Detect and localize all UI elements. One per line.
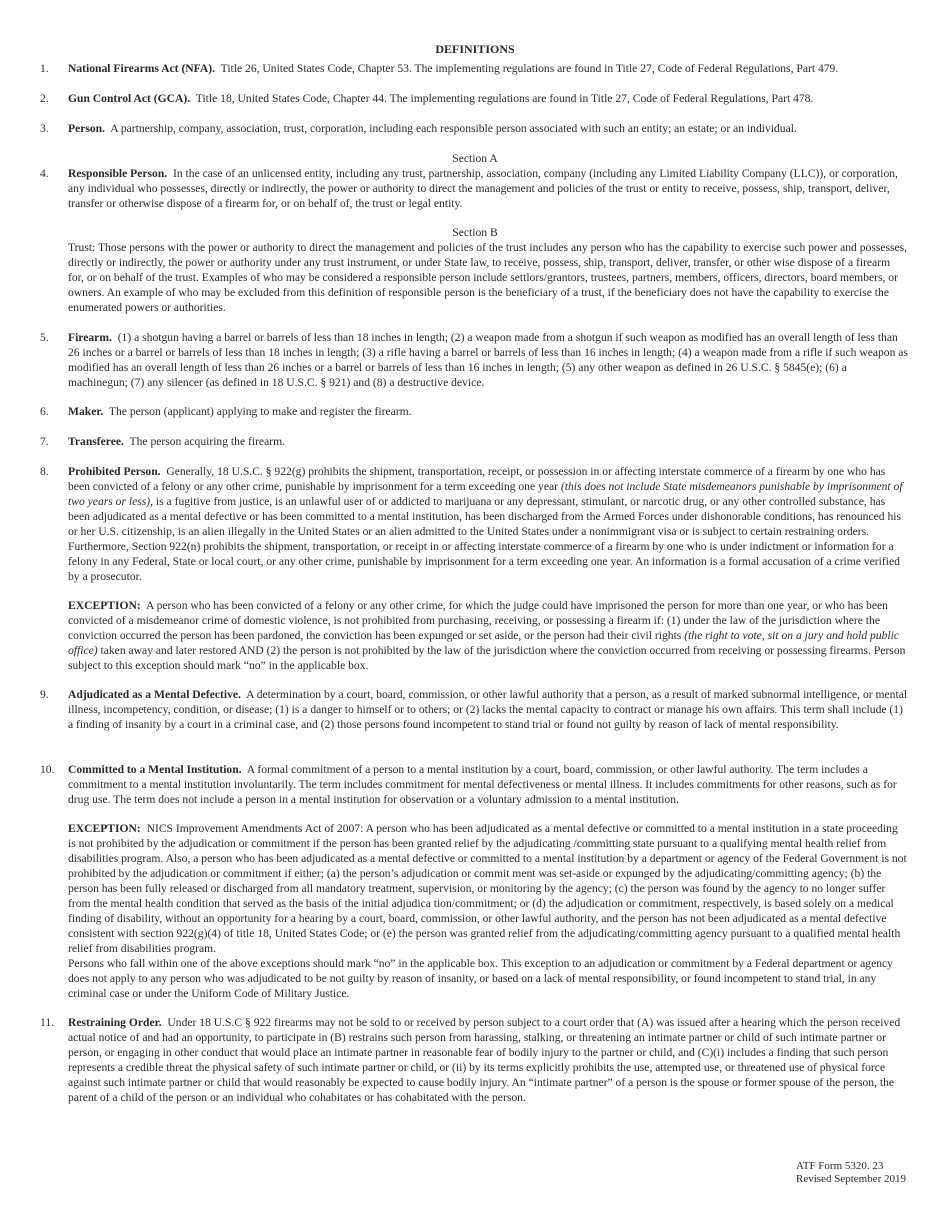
- term: Prohibited Person.: [68, 465, 161, 478]
- term: Adjudicated as a Mental Defective.: [68, 688, 241, 701]
- item-number: 3.: [40, 122, 49, 135]
- form-number: ATF Form 5320. 23: [796, 1160, 884, 1172]
- definition-text: Under 18 U.S.C § 922 firearms may not be sold to or received by person subject to a court order that (A) was issued after a hearing which the person received actual notice of and had an opportunity, to participate in (B) restrains such person from harassing, stalking, or threatening an intimate partner or child of such intimate partner or person, or engaging in other conduct that would place an intimate partner in reasonable fear of bodily injury to the partner or child, and (C)(i) includes a finding that such person represents a credible threat the physical safety of such intimate partner or child, or (ii) by its terms explicitly prohibits the use, attempted use, or threatened use of physical force against such intimate partner or child that would reasonably be expected to cause bodily injury. An “intimate partner” of a person is the spouse or former spouse of the person, the parent of a child of the person or an individual who cohabitates or has cohabitated with the person.: [68, 1016, 901, 1104]
- term: Transferee.: [68, 435, 124, 448]
- definition-firearm: [40, 330, 908, 390]
- item-number: 10.: [40, 763, 55, 776]
- item-number: 7.: [40, 435, 49, 448]
- definition-text: Generally, 18 U.S.C. § 922(g) prohibits the shipment, transportation, receipt, or possession in or affecting interstate commerce of a firearm by one who has been convicted of a felony or any other crime, punishable by imprisonment for a term exceeding one year: [68, 465, 886, 493]
- term: Person.: [68, 122, 106, 135]
- form-footer: [796, 1160, 936, 1186]
- item-number: 4.: [40, 167, 49, 180]
- definition-text-continued: , is a fugitive from justice, is an unlawful user of or addicted to marijuana or any depressant, stimulant, or narcotic drug, or any other controlled substance, has been adjudicated as a mental defective or has been committed to a mental institution, has been discharged from the Armed Forces under dishonorable conditions, has renounced his or her U.S. citizenship, is an alien illegally in the United States or an alien admitted to the United States under a nonimmigrant visa or is subject to certain restraining orders. Furthermore, Section 922(n) prohibits the shipment, transportation, or receipt in or affecting interstate commerce of a firearm by one who is under indictment or information for a felony in any Federal, State or local court, or any other crime, punishable by imprisonment for a term exceeding one year. An information is a formal accusation of a crime verified by a prosecutor.: [68, 495, 902, 583]
- term: Maker.: [68, 405, 104, 418]
- exception-nics: [68, 821, 908, 1001]
- definition-gca: [40, 91, 908, 106]
- definition-text: Title 18, United States Code, Chapter 44. The implementing regulations are found in Title 27, Code of Federal Regulations, Part 478.: [195, 92, 814, 105]
- revision-date: Revised September 2019: [796, 1173, 906, 1185]
- term: Firearm.: [68, 331, 112, 344]
- definition-person: [40, 121, 908, 136]
- definition-text: A determination by a court, board, commission, or other lawful authority that a person, as a result of marked subnormal intelligence, or mental illness, incompetency, condition, or disease; (1) is a danger to himself or to others; or (2) lacks the mental capacity to contract or manage his own affairs. This term shall include (1) a finding of insanity by a court in a criminal case, and (2) those persons found incompetent to stand trial or found not guilty by reason of lack of mental responsibility.: [68, 688, 908, 731]
- section-b-heading: Section B: [452, 226, 498, 239]
- section-b-text: Trust: Those persons with the power or authority to direct the management and policies of the trust includes any person who has the capability to exercise such power and possesses, directly or indirectly, the power or authority under any trust instrument, or under State law, to receive, possess, ship, transport, deliver, transfer, or other wise dispose of a firearm for, or on behalf of the trust. Examples of who may be considered a responsible person include settlors/grantors, trustees, partners, members, officers, directors, board members, or owners. An example of who may be excluded from this definition of responsible person is the beneficiary of a trust, if the beneficiary does not have the capability to exercise the enumerated powers or authorities.: [68, 241, 908, 314]
- term: National Firearms Act (NFA).: [68, 62, 216, 75]
- section-a-heading: Section A: [452, 152, 498, 165]
- term: Committed to a Mental Institution.: [68, 763, 242, 776]
- definition-text-italic: (this does not include State misdemeanors punishable by imprisonment of two years or less): [68, 480, 903, 508]
- definition-prohibited-person: [40, 464, 908, 584]
- exception-text-italic: (the right to vote, sit on a jury and hold public office): [68, 629, 900, 657]
- definition-text: In the case of an unlicensed entity, including any trust, partnership, association, company (including any Limited Liability Company (LLC)), or corporation, any individual who possesses, directly or indirectly, the power or authority to direct the management and policies of the trust or entity to receive, possess, ship, transport, deliver, transfer or otherwise dispose of a firearm for, or on behalf of, the trust or legal entity.: [68, 167, 898, 210]
- item-number: 1.: [40, 62, 49, 75]
- item-number: 5.: [40, 331, 49, 344]
- term: Responsible Person.: [68, 167, 168, 180]
- exception-text: NICS Improvement Amendments Act of 2007: A person who has been adjudicated as a mental defective or committed to a mental institution in a state proceeding is not prohibited by the adjudication or commitment if the person has been granted relief by the adjudicating /committing state pursuant to a qualifying mental health relief from disabilities program. Also, a person who has been adjudicated as a mental defective or committed to a mental institution by a department or agency of the Federal Government is not prohibited by the adjudication or commitment if either; (a) the person’s adjudication or commit ment was set-aside or expunged by the adjudicating/committing agency; (b) the person has been fully released or discharged from all mandatory treatment, supervision, or monitoring by the agency; (c) the person was found by the agency to no longer suffer from the mental health condition that served as the basis of the initial adjudica tion/commitment; or (d) the adjudication or commitment, respectively, is based solely on a medical finding of disability, without an opportunity for a hearing by a court, board, commission, or other lawful authority, and the person has not been adjudicated as a mental defective consistent with section 922(g)(4) of title 18, United States Code; or (e) the person was granted relief from the adjudicating/committing agency pursuant to a qualified mental health relief from disabilities program.: [68, 822, 907, 955]
- definition-committed-mental-institution: [40, 762, 908, 807]
- definition-text: The person (applicant) applying to make and register the firearm.: [108, 405, 412, 418]
- definition-transferee: [40, 434, 908, 449]
- definition-text: A formal commitment of a person to a mental institution by a court, board, commission, or other lawful authority. The term includes a commitment to a mental institution involuntarily. The term includes commitment for mental defectiveness or mental illness. It includes commitments for other reasons, such as for drug use. The term does not include a person in a mental institution for observation or a voluntary admission to a mental institution.: [68, 763, 897, 806]
- definition-adjudicated-mental-defective: [40, 687, 908, 732]
- term: Gun Control Act (GCA).: [68, 92, 191, 105]
- item-number: 6.: [40, 405, 49, 418]
- term: Restraining Order.: [68, 1016, 162, 1029]
- item-number: 9.: [40, 688, 49, 701]
- item-number: 11.: [40, 1016, 55, 1029]
- item-number: 8.: [40, 465, 49, 478]
- item-number: 2.: [40, 92, 49, 105]
- definition-text: (1) a shotgun having a barrel or barrels of less than 18 inches in length; (2) a weapon made from a shotgun if such weapon as modified has an overall length of less than 26 inches or a barrel or barrels of less than 18 inches in length; (3) a rifle having a barrel or barrels of less than 16 inches in length; (4) a weapon made from a rifle if such weapon as modified has an overall length of less than 26 inches or a barrel or barrels of less than 16 inches in length; (5) any other weapon as defined in 26 U.S.C. § 5845(e); (6) a machinegun; (7) any silencer (as defined in 18 U.S.C. § 921) and (8) a destructive device.: [68, 331, 908, 389]
- definition-text: A partnership, company, association, trust, corporation, including each responsible person associated with such an entity; an estate; or an individual.: [110, 122, 797, 135]
- exception-text-continued: Persons who fall within one of the above exceptions should mark “no” in the applicable box. This exception to an adjudication or commitment by a Federal department or agency does not apply to any person who was adjudicated to be not guilty by reason of insanity, or based on a lack of mental responsibility, or found incompetent to stand trial, in any criminal case or under the Uniform Code of Military Justice.: [68, 957, 893, 1000]
- definition-text: Title 26, United States Code, Chapter 53. The implementing regulations are found in Title 27, Code of Federal Regulations, Part 479.: [220, 62, 839, 75]
- exception-label: EXCEPTION:: [68, 599, 141, 612]
- definition-maker: [40, 404, 908, 419]
- definition-text: The person acquiring the firearm.: [129, 435, 286, 448]
- exception-label: EXCEPTION:: [68, 822, 141, 835]
- exception-text: A person who has been convicted of a felony or any other crime, for which the judge could have imprisoned the person for more than one year, or who has been convicted of a misdemeanor crime of domestic violence, is not prohibited from purchasing, receiving, or possessing a firearm if: (1) under the law of the jurisdiction where the conviction occurred the person has been pardoned, the conviction has been expunged or set aside, or the person had their civil rights: [68, 599, 888, 642]
- definition-responsible-person: [40, 166, 908, 211]
- definition-nfa: [40, 61, 908, 76]
- exception-text-continued: taken away and later restored AND (2) the person is not prohibited by the law of the jurisdiction where the conviction occurred from receiving or possessing firearms. Person subject to this exception should mark “no” in the applicable box.: [68, 644, 906, 672]
- page-title: DEFINITIONS: [435, 42, 515, 56]
- definition-restraining-order: [40, 1015, 908, 1105]
- exception-conviction: [68, 598, 908, 673]
